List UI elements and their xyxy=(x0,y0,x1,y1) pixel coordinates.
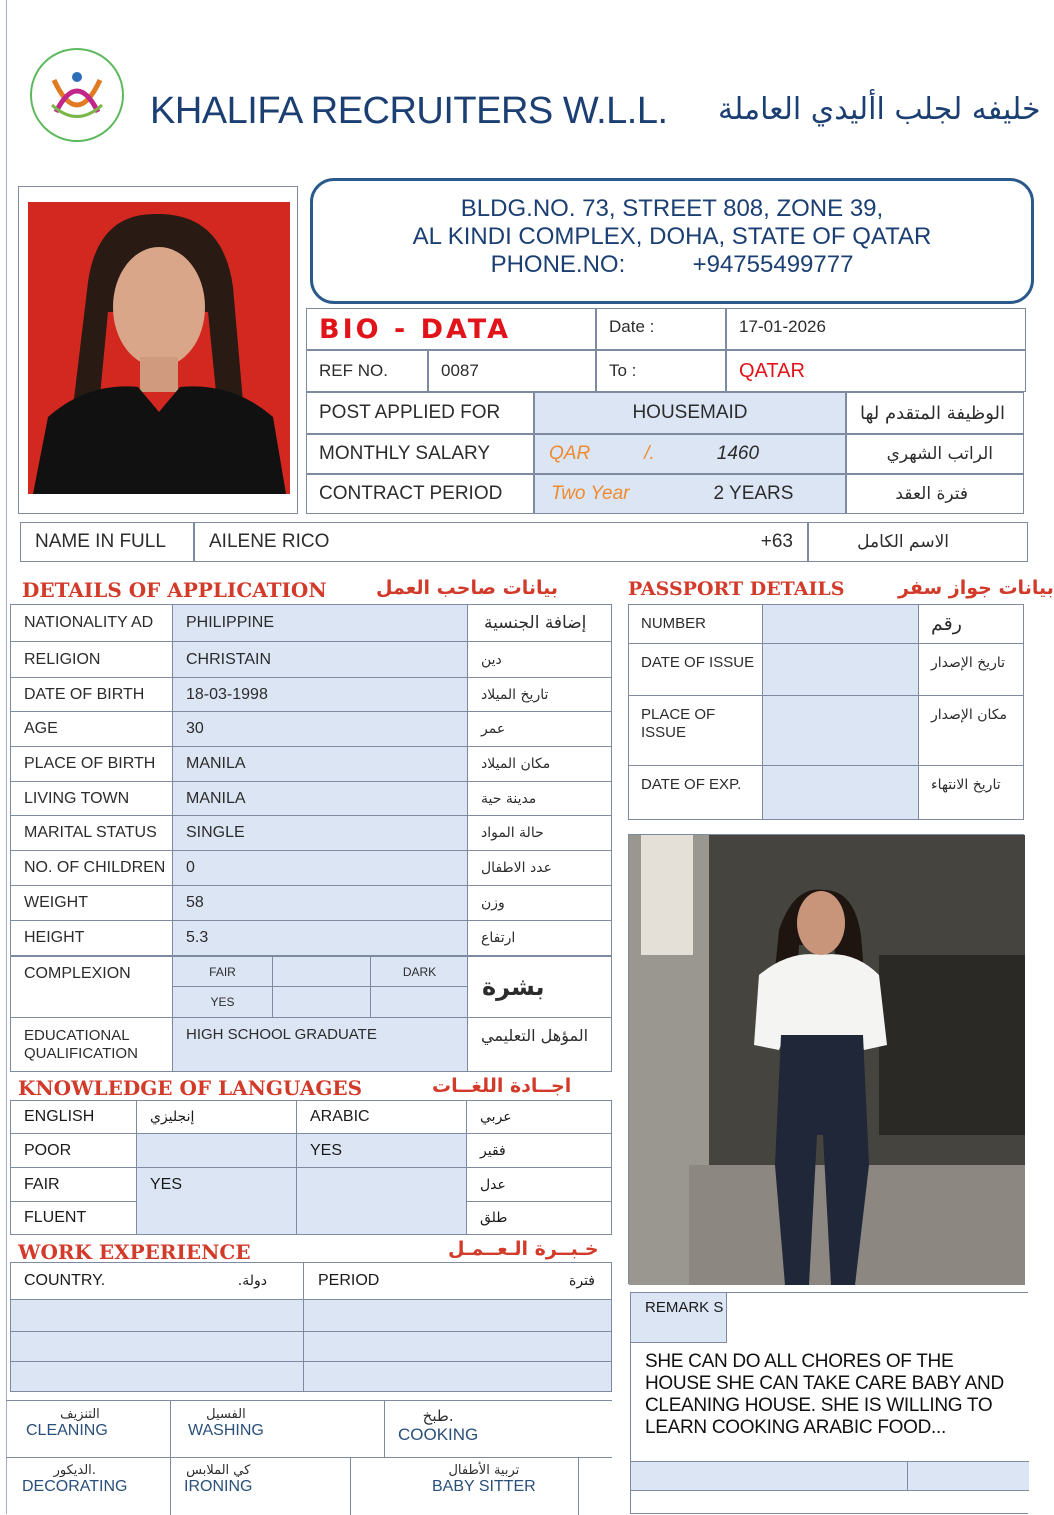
passport-row-ar: مكان الإصدار xyxy=(931,707,1007,723)
passport-row-label: NUMBER xyxy=(629,605,763,643)
name-ar: الاسم الكامل xyxy=(808,522,1028,562)
skill-baby-sitter xyxy=(432,1463,536,1496)
salary-value: 1460 xyxy=(716,443,760,464)
company-logo xyxy=(30,48,124,142)
post-ar: الوظيفة المتقدم لها xyxy=(846,392,1024,434)
work-country-label: COUNTRY. xyxy=(24,1272,106,1289)
lang-header-english-ar: إنجليزي xyxy=(137,1101,297,1133)
skill-washing-en: WASHING xyxy=(188,1422,264,1439)
name-code: +63 xyxy=(760,531,793,552)
salary-separator: /. xyxy=(644,443,655,464)
skill-cleaning-ar: التنزيف xyxy=(60,1407,100,1422)
company-name-en: KHALIFA RECRUITERS W.L.L. xyxy=(150,90,668,132)
work-row-1 xyxy=(11,1299,611,1331)
application-row-value: 58 xyxy=(173,886,468,920)
passport-row-value xyxy=(763,644,919,695)
application-row xyxy=(10,921,612,956)
language-level-ar: طلق xyxy=(480,1209,508,1226)
passport-row xyxy=(628,604,1024,644)
languages-title-ar: اجــادة اللغــات xyxy=(432,1075,572,1097)
contract-ar: فترة العقد xyxy=(846,474,1024,514)
salary-label: MONTHLY SALARY xyxy=(306,434,534,474)
application-row-label: RELIGION xyxy=(11,642,173,677)
skill-decorating-ar: الديكور. xyxy=(53,1463,96,1478)
passport-row-label: DATE OF ISSUE xyxy=(629,644,763,695)
ref-value: 0087 xyxy=(428,350,596,392)
post-value: HOUSEMAID xyxy=(534,392,846,434)
languages-title: KNOWLEDGE OF LANGUAGES xyxy=(18,1076,363,1100)
skill-cleaning-en: CLEANING xyxy=(26,1422,108,1439)
name-value: AILENE RICO xyxy=(209,531,330,552)
passport-row xyxy=(628,766,1024,820)
remarks-box xyxy=(630,1292,1028,1514)
salary-currency: QAR xyxy=(549,443,591,464)
language-level: FAIR xyxy=(11,1168,137,1201)
application-row-label: NO. OF CHILDREN xyxy=(11,851,173,885)
complexion-ar: بشرة xyxy=(482,973,545,1001)
complexion-label: COMPLEXION xyxy=(11,957,173,1017)
complexion-grid xyxy=(173,957,468,1017)
application-row-label: AGE xyxy=(11,712,173,746)
application-row xyxy=(10,678,612,712)
language-row xyxy=(10,1168,612,1202)
languages-header-row xyxy=(10,1100,612,1134)
language-level-ar: عدل xyxy=(480,1176,506,1193)
language-row xyxy=(10,1201,612,1235)
application-row-ar: حالة المواد xyxy=(481,825,544,841)
application-row-label: WEIGHT xyxy=(11,886,173,920)
application-row xyxy=(10,604,612,642)
application-title: DETAILS OF APPLICATION xyxy=(22,578,327,602)
application-row xyxy=(10,886,612,921)
date-value: 17-01-2026 xyxy=(726,308,1026,350)
application-row-value: 30 xyxy=(173,712,468,746)
work-country-header xyxy=(11,1263,304,1299)
lang-header-arabic-ar: عربي xyxy=(480,1109,512,1125)
application-row-label: HEIGHT xyxy=(11,921,173,955)
complexion-blank-1 xyxy=(273,957,371,987)
skill-cooking-ar: طبخ. xyxy=(422,1407,454,1425)
application-row-ar: تاريخ الميلاد xyxy=(481,686,549,703)
to-label: To : xyxy=(596,350,726,392)
application-row xyxy=(10,816,612,851)
application-row xyxy=(10,747,612,782)
work-period-header xyxy=(304,1263,611,1299)
lang-header-english: ENGLISH xyxy=(11,1101,137,1133)
complexion-blank-2 xyxy=(273,987,371,1017)
application-row-value: 18-03-1998 xyxy=(173,678,468,711)
contract-hint: Two Year xyxy=(551,483,630,504)
complexion-row xyxy=(10,956,612,1018)
application-row-value: PHILIPPINE xyxy=(173,605,468,641)
passport-row xyxy=(628,644,1024,696)
language-arabic-value: YES xyxy=(297,1134,467,1167)
page-left-rule xyxy=(6,0,7,1514)
application-row-value: 0 xyxy=(173,851,468,885)
name-label: NAME IN FULL xyxy=(20,522,194,562)
skill-cooking xyxy=(398,1407,478,1445)
skill-cleaning xyxy=(26,1407,108,1440)
candidate-full-photo xyxy=(628,834,1024,1284)
education-value: HIGH SCHOOL GRADUATE xyxy=(173,1018,468,1071)
application-row-ar: عدد الاطفال xyxy=(481,860,552,876)
work-title-ar: خـبــرة الـعــمـل xyxy=(448,1238,599,1260)
work-row-2 xyxy=(11,1331,611,1361)
phone-label: PHONE.NO: xyxy=(490,251,626,278)
salary-cell xyxy=(534,434,846,474)
application-row-value: CHRISTAIN xyxy=(173,642,468,677)
application-row xyxy=(10,782,612,816)
application-row-ar: ارتفاع xyxy=(481,930,516,946)
language-english-value: YES xyxy=(137,1168,297,1201)
passport-title-ar: بيانات جواز سفر xyxy=(898,577,1054,599)
phone-value: +94755499777 xyxy=(692,251,854,278)
biodata-title: BIO - DATA xyxy=(319,313,512,345)
application-row-value: SINGLE xyxy=(173,816,468,850)
contract-cell xyxy=(534,474,846,514)
remarks-label: REMARK S xyxy=(631,1293,727,1343)
skill-decorating-en: DECORATING xyxy=(22,1478,128,1495)
application-row-label: DATE OF BIRTH xyxy=(11,678,173,711)
to-value: QATAR xyxy=(726,350,1026,392)
language-level: FLUENT xyxy=(11,1201,137,1234)
language-level: POOR xyxy=(11,1134,137,1167)
passport-row-ar: تاريخ الانتهاء xyxy=(931,777,1001,793)
language-english-value xyxy=(137,1201,297,1234)
address-line-1: BLDG.NO. 73, STREET 808, ZONE 39, xyxy=(460,195,884,222)
application-row-value: MANILA xyxy=(173,747,468,781)
remarks-text: SHE CAN DO ALL CHORES OF THE HOUSE SHE CAN TAKE CARE BABY AND CLEANING HOUSE. SHE IS WILLING TO LEARN COOKING ARABIC FOOD... xyxy=(645,1351,1004,1438)
education-ar: المؤهل التعليمي xyxy=(481,1026,589,1045)
address-line-2: AL KINDI COMPLEX, DOHA, STATE OF QATAR xyxy=(412,223,932,250)
language-row xyxy=(10,1134,612,1168)
work-period-label: PERIOD xyxy=(318,1272,380,1289)
date-label: Date : xyxy=(596,308,726,350)
remarks-footer-row xyxy=(631,1461,1029,1491)
candidate-portrait-photo xyxy=(28,202,290,494)
name-value-cell xyxy=(194,522,808,562)
skill-ironing-en: IRONING xyxy=(184,1478,253,1495)
application-row-ar: عمر xyxy=(481,721,506,737)
company-name-ar: خليفه لجلب األيدي العاملة xyxy=(718,92,1041,127)
language-arabic-value xyxy=(297,1168,467,1201)
skill-decorating xyxy=(22,1463,127,1496)
application-row xyxy=(10,851,612,886)
work-table xyxy=(10,1262,612,1392)
application-row-ar: إضافة الجنسية xyxy=(484,613,587,633)
contract-label: CONTRACT PERIOD xyxy=(306,474,534,514)
complexion-dark: DARK xyxy=(371,957,468,987)
application-row-label: LIVING TOWN xyxy=(11,782,173,815)
lang-header-arabic: ARABIC xyxy=(297,1101,467,1133)
passport-row-ar: تاريخ الإصدار xyxy=(931,655,1006,671)
application-row-value: 5.3 xyxy=(173,921,468,955)
phone-line xyxy=(313,251,1031,279)
education-row xyxy=(10,1018,612,1072)
application-row-label: PLACE OF BIRTH xyxy=(11,747,173,781)
skill-ironing xyxy=(184,1463,252,1496)
application-row-ar: دين xyxy=(481,651,502,668)
education-label: EDUCATIONAL QUALIFICATION xyxy=(11,1018,173,1071)
skill-baby-sitter-ar: تربية الأطفال xyxy=(448,1463,520,1478)
complexion-yes: YES xyxy=(173,987,273,1017)
post-label: POST APPLIED FOR xyxy=(306,392,534,434)
passport-row-label: PLACE OF ISSUE xyxy=(629,696,763,765)
application-row-label: MARITAL STATUS xyxy=(11,816,173,850)
skills-grid xyxy=(6,1400,612,1514)
passport-row-ar: رقم xyxy=(931,613,962,635)
application-row-ar: وزن xyxy=(481,895,505,911)
application-title-ar: بيانات صاحب العمل xyxy=(376,577,558,599)
work-country-ar: دولة. xyxy=(237,1273,267,1289)
passport-row-value xyxy=(763,605,919,643)
skill-washing xyxy=(188,1407,264,1440)
passport-title: PASSPORT DETAILS xyxy=(628,578,845,600)
address-box xyxy=(310,178,1034,304)
salary-ar: الراتب الشهري xyxy=(846,434,1024,474)
ref-label: REF NO. xyxy=(306,350,428,392)
skill-ironing-ar: كي الملابس xyxy=(186,1463,251,1478)
application-row xyxy=(10,712,612,747)
application-row-value: MANILA xyxy=(173,782,468,815)
application-row-ar: مدينة حية xyxy=(481,790,537,807)
language-arabic-value xyxy=(297,1201,467,1234)
work-title: WORK EXPERIENCE xyxy=(18,1240,251,1264)
application-row-ar: مكان الميلاد xyxy=(481,756,551,772)
biodata-title-cell xyxy=(306,308,596,350)
complexion-fair: FAIR xyxy=(173,957,273,987)
skill-cooking-en: COOKING xyxy=(398,1425,479,1444)
skill-washing-ar: الفسيل xyxy=(206,1407,246,1422)
skill-baby-sitter-en: BABY SITTER xyxy=(432,1478,536,1495)
work-row-3 xyxy=(11,1361,611,1391)
contract-value: 2 YEARS xyxy=(713,483,794,504)
passport-row xyxy=(628,696,1024,766)
passport-row-value xyxy=(763,766,919,819)
passport-row-value xyxy=(763,696,919,765)
work-period-ar: فترة xyxy=(569,1273,595,1289)
application-row xyxy=(10,642,612,678)
language-english-value xyxy=(137,1134,297,1167)
application-row-label: NATIONALITY AD xyxy=(11,605,173,641)
language-level-ar: فقير xyxy=(480,1142,506,1159)
passport-row-label: DATE OF EXP. xyxy=(629,766,763,819)
